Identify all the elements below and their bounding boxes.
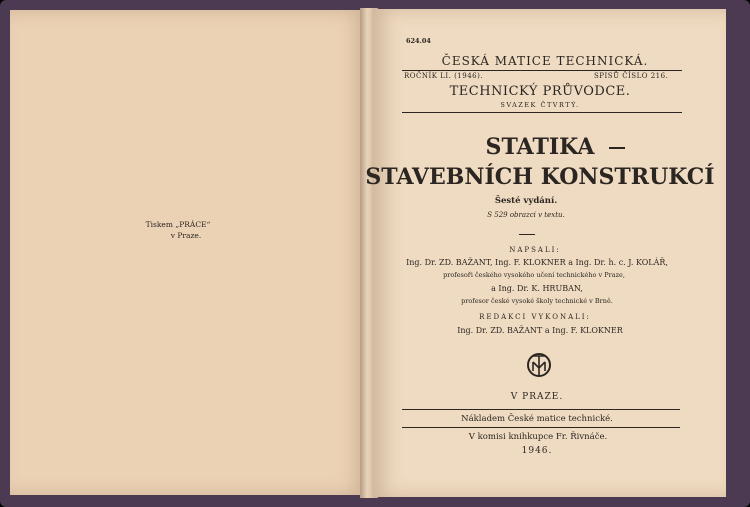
volume: ROČNÍK LI. (1946).: [404, 72, 484, 80]
authors-affiliation1: profesoři českého vysokého učení technického v Praze,: [443, 271, 625, 279]
printer-line2: v Praze.: [170, 231, 202, 240]
authors-affiliation2: profesor české vysoké školy technické v Brně.: [461, 297, 613, 305]
catalog-number: 624.04: [406, 37, 431, 45]
title-line2: STAVEBNÍCH KONSTRUKCÍ: [365, 164, 715, 190]
title-page: [365, 9, 726, 497]
editors: Ing. Dr. ZD. BAŽANT a Ing. F. KLOKNER: [457, 326, 623, 335]
title-dash: [609, 147, 625, 149]
editors-heading: REDAKCI VYKONALI:: [479, 313, 591, 321]
rule-top: [402, 70, 682, 71]
publisher: ČESKÁ MATICE TECHNICKÁ.: [441, 54, 649, 68]
series-volume: SVAZEK ČTVRTÝ.: [500, 101, 580, 109]
imprint: Nákladem České matice technické.: [461, 414, 613, 424]
short-rule: [519, 234, 535, 235]
publisher-emblem-icon: [524, 349, 554, 379]
printer-line1: Tiskem „PRÁCE“: [145, 220, 211, 229]
authors-heading: NAPSALI:: [509, 246, 561, 254]
authors-line2: a Ing. Dr. K. HRUBAN,: [491, 284, 583, 293]
rule-imprint-bottom: [402, 427, 680, 428]
year: 1946.: [521, 446, 553, 456]
left-page: [10, 10, 366, 495]
title-line1: STATIKA: [485, 134, 595, 160]
place: V PRAZE.: [510, 392, 564, 402]
distributor: V komisi knihkupce Fr. Řivnáče.: [468, 432, 608, 442]
series-number: SPISŮ ČÍSLO 216.: [594, 72, 669, 80]
series-title: TECHNICKÝ PRŮVODCE.: [449, 84, 631, 99]
authors-line1: Ing. Dr. ZD. BAŽANT, Ing. F. KLOKNER a Ing. Dr. h. c. J. KOLÁŘ,: [406, 258, 668, 267]
rule-imprint-top: [402, 409, 680, 410]
rule-series: [402, 112, 682, 113]
edition: Šesté vydání.: [494, 196, 558, 206]
figures: S 529 obrazci v textu.: [487, 211, 565, 219]
